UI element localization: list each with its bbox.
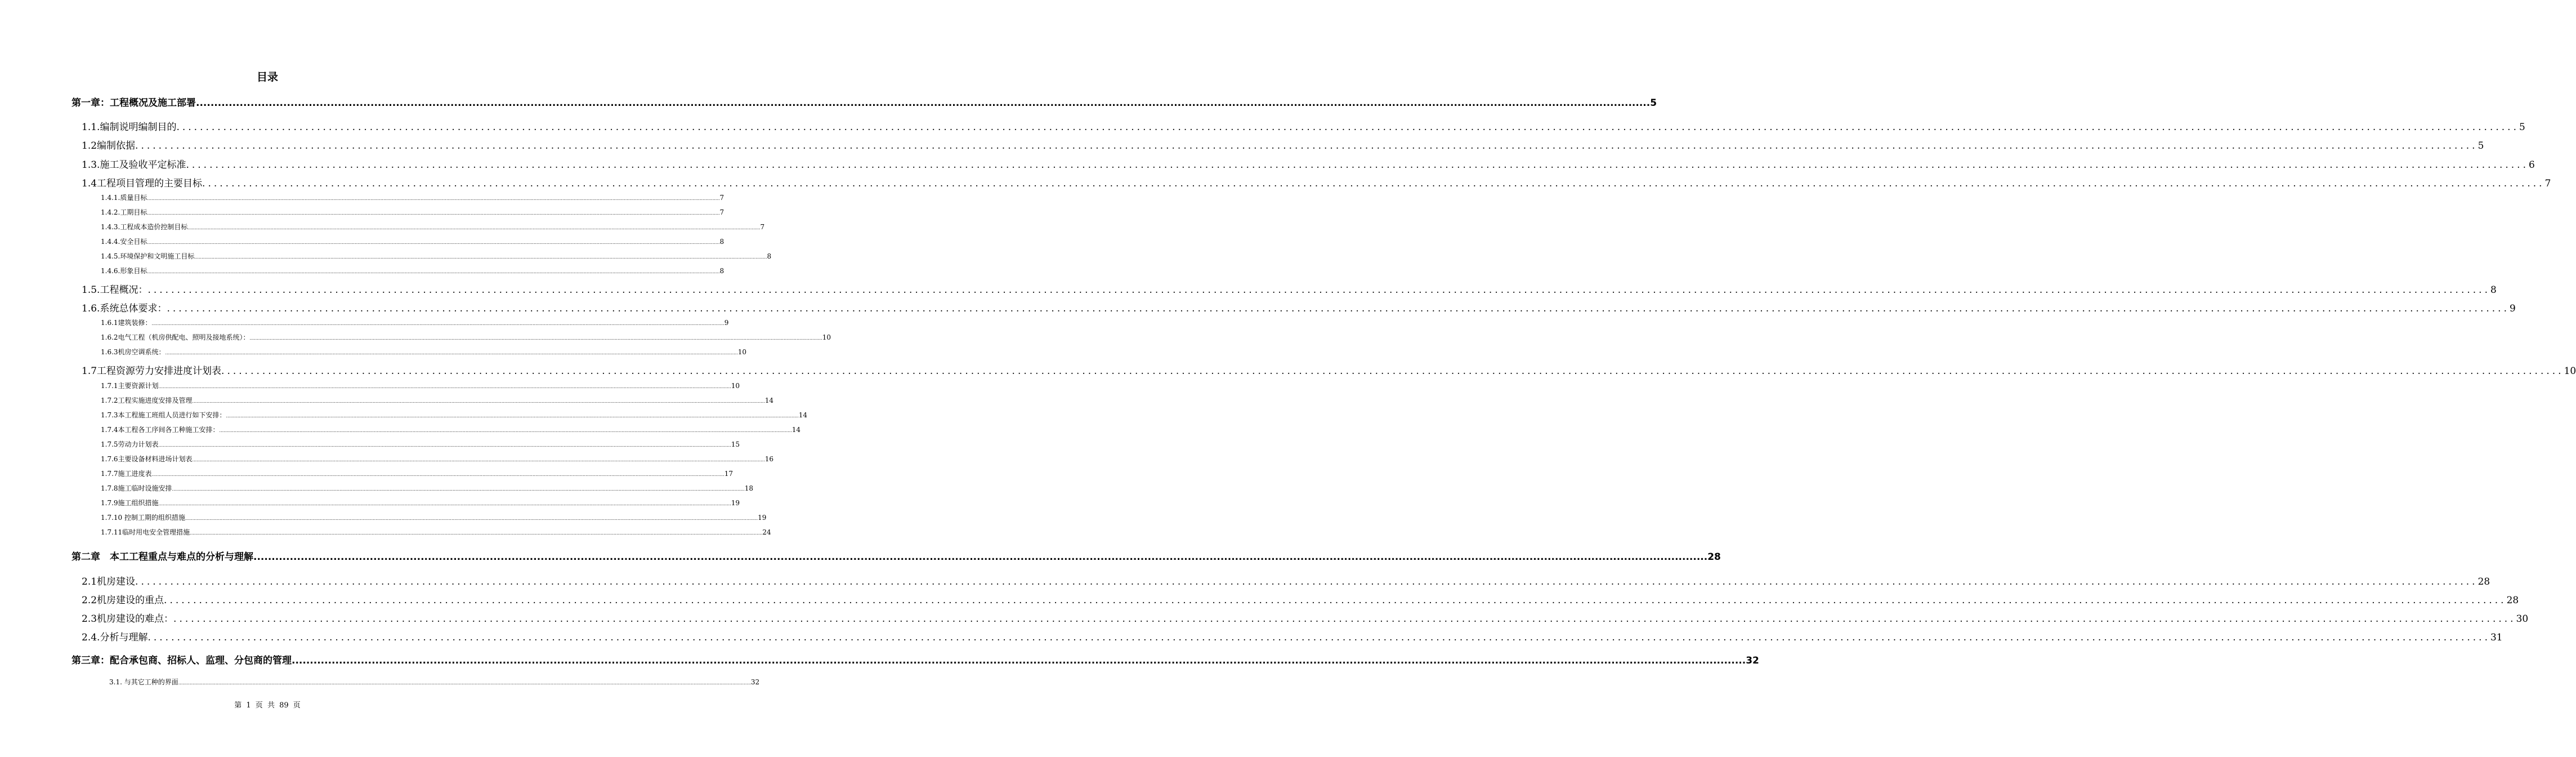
toc-entry[interactable] bbox=[101, 347, 747, 357]
toc-leader: ................................................................................................................................................................................................................................................................................................................................................................................................................ bbox=[192, 399, 765, 404]
toc-leader: ................................................................................................................................................................................................................................................................................................................................................................................................................ bbox=[158, 501, 731, 506]
toc-leader: ................................................................................................................................................................................................................................................................................................................................................................................................................ bbox=[249, 336, 822, 341]
toc-entry-text: 1.4工程项目管理的主要目标 bbox=[82, 178, 203, 189]
toc-entry[interactable] bbox=[101, 381, 740, 391]
footer-current-page: 1 bbox=[246, 701, 251, 710]
toc-leader: ................................................................................................................................................................................................................................................................................................................................................................................................................ bbox=[187, 225, 761, 230]
toc-leader: ................................................................................................................................................................................................................................................................................................................................................................................................................ bbox=[147, 632, 2490, 643]
toc-entry[interactable] bbox=[71, 652, 1759, 667]
toc-entry-page: 8 bbox=[719, 267, 724, 275]
toc-entry[interactable] bbox=[101, 498, 740, 508]
toc-entry-page: 30 bbox=[2516, 613, 2529, 625]
toc-entry-page: 8 bbox=[719, 238, 724, 246]
toc-entry-text: 1.3.施工及验收平定标准 bbox=[82, 159, 186, 171]
toc-entry-page: 28 bbox=[2506, 595, 2519, 606]
toc-entry-page: 14 bbox=[764, 397, 774, 404]
footer-total-word: 共 bbox=[267, 701, 275, 710]
toc-entry[interactable] bbox=[82, 137, 2484, 152]
toc-entry-text: 1.4.3.工程成本造价控制目标 bbox=[101, 223, 188, 231]
toc-entry-text: 1.7.11临时用电安全管理措施 bbox=[101, 528, 190, 536]
toc-leader: ................................................................................................................................................................................................................................................................................................................................................................................................................ bbox=[147, 269, 720, 274]
toc-entry[interactable] bbox=[82, 119, 2525, 133]
toc-entry-text: 1.7.5劳动力计划表 bbox=[101, 440, 159, 448]
toc-leader: ................................................................................................................................................................................................................................................................................................................................................................................................................ bbox=[158, 443, 731, 448]
footer-page-word: 页 bbox=[255, 701, 263, 710]
toc-leader: ................................................................................................................................................................................................................................................................................................................................................................................................................ bbox=[172, 487, 745, 492]
toc-entry-text: 1.7.10 控制工期的组织措施 bbox=[101, 514, 185, 522]
toc-entry-text: 1.7.9施工组织措施 bbox=[101, 499, 159, 507]
toc-entry-page: 31 bbox=[2490, 632, 2503, 643]
toc-entry[interactable] bbox=[82, 157, 2535, 171]
toc-leader: ................................................................................................................................................................................................................................................................................................................................................................................................................ bbox=[226, 413, 799, 418]
toc-entry-text: 2.4.分析与理解 bbox=[82, 632, 148, 643]
toc-entry-text: 1.7.4本工程各工序间各工种施工安排： bbox=[101, 426, 220, 434]
toc-entry[interactable] bbox=[101, 527, 771, 537]
page-title: 目录 bbox=[256, 71, 278, 83]
toc-entry[interactable] bbox=[101, 222, 765, 232]
toc-entry-text: 1.7.8施工临时设施安排 bbox=[101, 484, 172, 492]
toc-entry[interactable] bbox=[109, 677, 760, 687]
toc-entry-page: 18 bbox=[744, 484, 754, 492]
toc-entry-text: 1.4.2.工期目标 bbox=[101, 208, 147, 216]
toc-leader: ................................................................................................................................................................................................................................................................................................................................................................................................................ bbox=[178, 680, 751, 685]
toc-entry-text: 2.3机房建设的难点： bbox=[82, 613, 174, 625]
toc-leader: ................................................................................................................................................................................................................................................................................................................................................................................................................ bbox=[219, 428, 792, 433]
toc-entry-text: 第二章 本工工程重点与难点的分析与理解 bbox=[71, 551, 253, 563]
toc-entry[interactable] bbox=[82, 300, 2516, 314]
toc-entry[interactable] bbox=[101, 395, 774, 406]
toc-entry[interactable] bbox=[101, 425, 801, 435]
toc-leader: ................................................................................................................................................................................................................................................................................................................................................................................................................ bbox=[185, 516, 758, 521]
toc-entry-text: 1.7.3本工程施工班组人员进行如下安排： bbox=[101, 411, 226, 419]
toc-entry-page: 28 bbox=[1707, 551, 1721, 563]
toc-leader: ................................................................................................................................................................................................................................................................................................................................................................................................................ bbox=[158, 384, 731, 389]
toc-entry[interactable] bbox=[101, 469, 734, 479]
toc-entry-text: 1.7.2工程实施进度安排及管理 bbox=[101, 397, 193, 404]
toc-entry-page: 5 bbox=[1650, 97, 1657, 109]
toc-entry-page: 7 bbox=[2544, 178, 2551, 189]
toc-entry-page: 17 bbox=[724, 470, 734, 478]
toc-leader: ................................................................................................................................................................................................................................................................................................................................................................................................................ bbox=[173, 613, 2516, 625]
toc-entry-text: 1.7.6主要设备材料进场计划表 bbox=[101, 455, 193, 463]
toc-entry-text: 1.7.7施工进度表 bbox=[101, 470, 152, 478]
toc-entry[interactable] bbox=[82, 629, 2503, 643]
toc-entry-page: 32 bbox=[1746, 655, 1759, 666]
toc-entry-page: 10 bbox=[731, 382, 740, 390]
toc-entry[interactable] bbox=[82, 611, 2529, 625]
toc-entry[interactable] bbox=[101, 483, 754, 493]
toc-entry[interactable] bbox=[101, 332, 831, 342]
toc-leader: ................................................................................................................................................................................................................................................................................................................................................................................................................ bbox=[135, 576, 2478, 587]
toc-entry[interactable] bbox=[101, 439, 740, 449]
footer-total-pages: 89 bbox=[279, 701, 289, 710]
toc-entry-page: 9 bbox=[724, 319, 729, 327]
toc-entry-page: 24 bbox=[762, 528, 771, 536]
footer-prefix: 第 bbox=[234, 701, 242, 710]
toc-leader: ................................................................................................................................................................................................................................................................................................................................................................................................................ bbox=[202, 178, 2545, 189]
toc-entry-page: 7 bbox=[760, 223, 765, 231]
toc-leader: ................................................................................................................................................................................................................................................................................................................................................................................................................ bbox=[186, 159, 2529, 171]
toc-leader: ................................................................................................................................................................................................................................................................................................................................................................................................................ bbox=[167, 303, 2510, 314]
toc-entry-page: 7 bbox=[719, 208, 724, 216]
toc-leader: ................................................................................................................................................................................................................................................................................................................................................................................................................ bbox=[221, 366, 2564, 377]
toc-entry-page: 5 bbox=[2477, 140, 2484, 152]
toc-entry-page: 8 bbox=[767, 252, 772, 260]
toc-entry[interactable] bbox=[82, 573, 2490, 587]
toc-entry-text: 2.1机房建设 bbox=[82, 576, 136, 587]
toc-leader: ................................................................................................................................................................................................................................................................................................................................................................................................................ bbox=[196, 97, 1651, 109]
toc-entry-page: 5 bbox=[2519, 122, 2525, 133]
toc-entry[interactable] bbox=[101, 207, 724, 217]
toc-entry[interactable] bbox=[71, 95, 1657, 109]
toc-entry[interactable] bbox=[82, 175, 2551, 189]
toc-entry-page: 14 bbox=[798, 411, 808, 419]
toc-entry[interactable] bbox=[101, 251, 772, 261]
toc-entry[interactable] bbox=[101, 410, 808, 420]
toc-leader: ................................................................................................................................................................................................................................................................................................................................................................................................................ bbox=[253, 551, 1708, 563]
toc-entry-page: 14 bbox=[791, 426, 801, 434]
toc-entry-page: 16 bbox=[764, 455, 774, 463]
footer-suffix: 页 bbox=[293, 701, 301, 710]
toc-leader: ................................................................................................................................................................................................................................................................................................................................................................................................................ bbox=[151, 321, 724, 326]
toc-entry-text: 1.6.3机房空调系统： bbox=[101, 348, 166, 356]
toc-entry-text: 1.5.工程概况： bbox=[82, 284, 148, 296]
toc-entry[interactable] bbox=[101, 454, 774, 464]
toc-leader: ................................................................................................................................................................................................................................................................................................................................................................................................................ bbox=[292, 655, 1746, 666]
toc-leader: ................................................................................................................................................................................................................................................................................................................................................................................................................ bbox=[147, 211, 720, 216]
toc-leader: ................................................................................................................................................................................................................................................................................................................................................................................................................ bbox=[192, 457, 765, 462]
toc-entry-text: 1.6.系统总体要求： bbox=[82, 303, 167, 314]
toc-leader: ................................................................................................................................................................................................................................................................................................................................................................................................................ bbox=[190, 531, 763, 536]
toc-entry[interactable] bbox=[71, 549, 1721, 563]
toc-entry-text: 1.7.1主要资源计划 bbox=[101, 382, 159, 390]
toc-entry-text: 1.7工程资源劳力安排进度计划表 bbox=[82, 366, 222, 377]
toc-entry[interactable] bbox=[82, 282, 2497, 296]
toc-leader: ................................................................................................................................................................................................................................................................................................................................................................................................................ bbox=[147, 196, 720, 201]
toc-entry-text: 第一章：工程概况及施工部署 bbox=[71, 97, 196, 109]
toc-entry-text: 2.2机房建设的重点 bbox=[82, 595, 164, 606]
toc-leader: ................................................................................................................................................................................................................................................................................................................................................................................................................ bbox=[147, 240, 720, 245]
toc-entry-text: 1.4.1.质量目标 bbox=[101, 194, 147, 202]
toc-entry-page: 8 bbox=[2490, 284, 2497, 296]
toc-entry[interactable] bbox=[82, 363, 2576, 377]
toc-leader: ................................................................................................................................................................................................................................................................................................................................................................................................................ bbox=[165, 350, 738, 355]
toc-entry-page: 10 bbox=[737, 348, 747, 356]
toc-leader: ................................................................................................................................................................................................................................................................................................................................................................................................................ bbox=[147, 284, 2490, 296]
page-footer bbox=[0, 699, 535, 710]
toc-entry-page: 32 bbox=[750, 678, 760, 686]
toc-entry-page: 19 bbox=[758, 514, 767, 522]
toc-entry-page: 10 bbox=[2564, 366, 2576, 377]
toc-entry[interactable] bbox=[101, 266, 724, 276]
toc-entry[interactable] bbox=[101, 318, 729, 328]
toc-entry-page: 10 bbox=[822, 333, 831, 341]
toc-entry-text: 1.6.1建筑装修： bbox=[101, 319, 152, 327]
toc-entry-page: 7 bbox=[719, 194, 724, 202]
toc-entry-text: 1.4.5.环境保护和文明施工目标 bbox=[101, 252, 195, 260]
toc-entry-page: 15 bbox=[731, 440, 740, 448]
toc-leader: ................................................................................................................................................................................................................................................................................................................................................................................................................ bbox=[194, 255, 767, 260]
toc-entry-text: 第三章：配合承包商、招标人、监理、分包商的管理 bbox=[71, 655, 292, 666]
toc-entry[interactable] bbox=[101, 513, 767, 523]
toc-entry-text: 1.4.6.形象目标 bbox=[101, 267, 147, 275]
toc-entry-page: 9 bbox=[2509, 303, 2516, 314]
toc-entry-page: 19 bbox=[731, 499, 740, 507]
toc-leader: ................................................................................................................................................................................................................................................................................................................................................................................................................ bbox=[151, 472, 724, 477]
toc-leader: ................................................................................................................................................................................................................................................................................................................................................................................................................ bbox=[176, 122, 2519, 133]
toc-entry-text: 3.1. 与其它工种的界面 bbox=[109, 678, 178, 686]
toc-entry[interactable] bbox=[101, 193, 724, 203]
toc-entry-text: 1.4.4.安全目标 bbox=[101, 238, 147, 246]
toc-leader: ................................................................................................................................................................................................................................................................................................................................................................................................................ bbox=[135, 140, 2478, 152]
toc-entry-page: 6 bbox=[2528, 159, 2535, 171]
toc-entry-text: 1.1.编制说明编制目的 bbox=[82, 122, 177, 133]
toc-entry-page: 28 bbox=[2477, 576, 2490, 587]
toc-entry[interactable] bbox=[82, 592, 2519, 606]
toc-entry[interactable] bbox=[101, 237, 724, 247]
toc-entry-text: 1.2编制依据 bbox=[82, 140, 136, 152]
toc-leader: ................................................................................................................................................................................................................................................................................................................................................................................................................ bbox=[164, 595, 2507, 606]
toc-entry-text: 1.6.2电气工程（机房供配电、照明及接地系统）： bbox=[101, 333, 250, 341]
